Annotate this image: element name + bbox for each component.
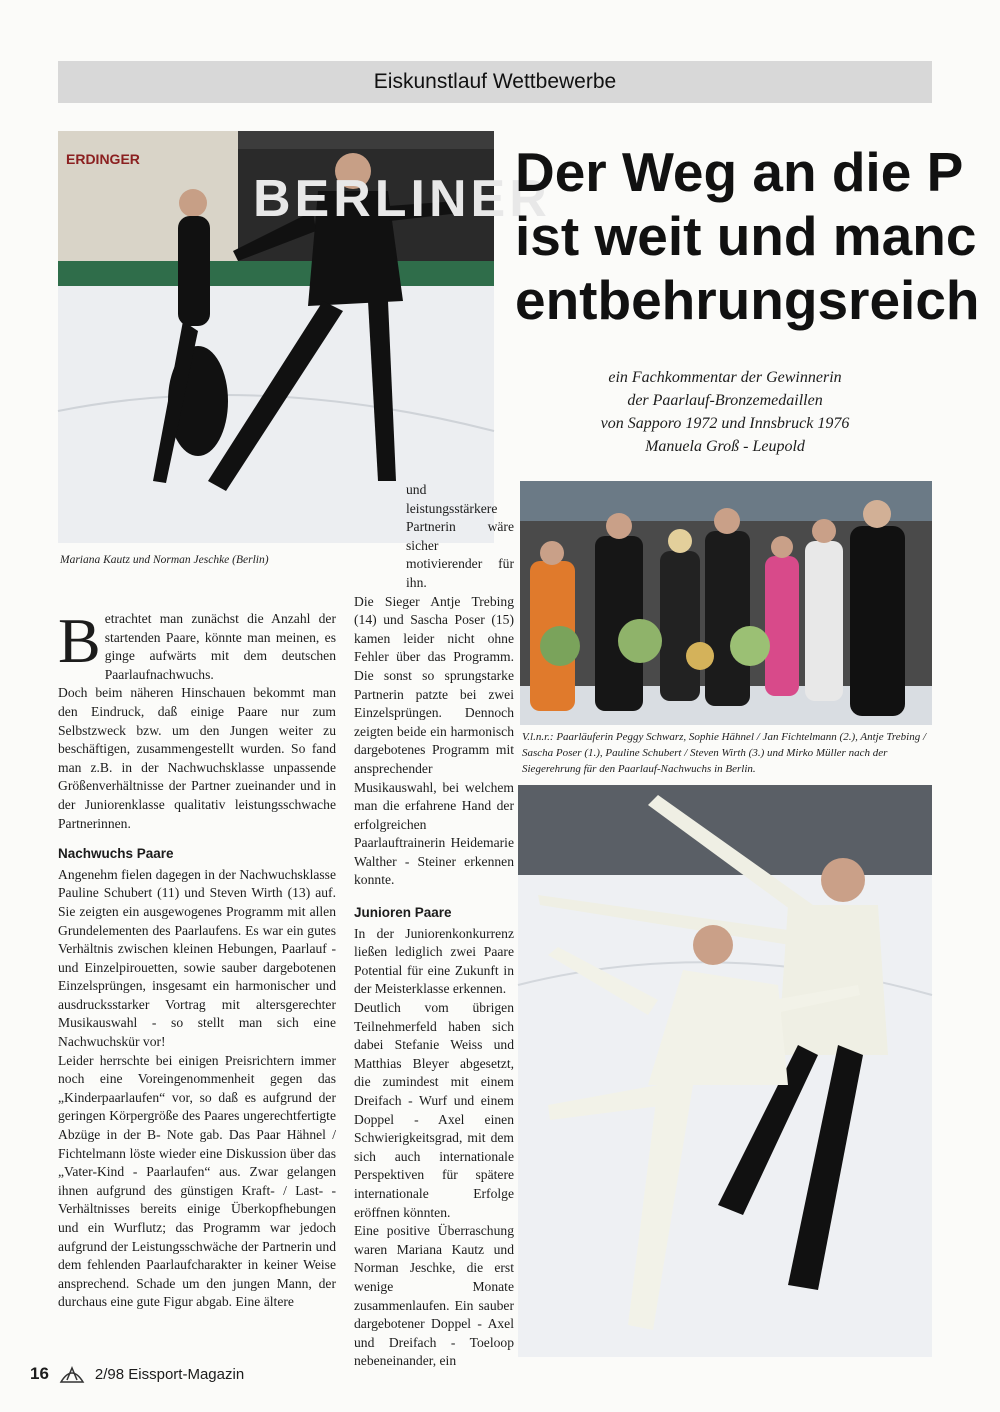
col2-paragraph-5: Eine positive Überraschung waren Mariana Kautz und Norman Jeschke, die erst wenige Monate zusammenlaufen. Ein sauber dargebotener Doppel - Axel und Dreifach - Toeloop nebeneinander, ein [354,1223,514,1369]
banner-erdinger: ERDINGER [66,151,140,167]
col2-paragraph-1: und leistungsstärkere Partnerin wäre sicher motivierender für ihn. [406,482,514,590]
photo-junior-pair-spiral [518,785,932,1357]
subtitle-line-2: der Paarlauf-Bronzemedaillen [627,392,823,409]
issue-label: 2/98 Eissport-Magazin [94,1365,245,1383]
headline [515,140,1000,332]
col2-paragraph-2: Die Sieger Antje Trebing (14) und Sascha Poser (15) kamen leider nicht ohne Fehler über das Programm. Die sonst so sprungstarke Partnerin patzte bei zwei Einzelsprüngen. Dennoch zeigten beide ein harmonisch dargebotenes Programm mit ansprechender Musikauswahl, bei welchem man die erfahrene Hand der erfolgreichen Paarlauftrainerin Heidemarie Walther - Steiner erkennen konnte. [354,593,514,888]
article-column-2 [354,481,514,1371]
section-header [58,61,932,103]
heading-nachwuchs: Nachwuchs Paare [58,846,174,862]
subtitle-line-1: ein Fachkommentar der Gewinnerin [608,369,842,386]
article-column-1 [58,605,336,1312]
intro-text: etrachtet man zunächst die Anzahl der startenden Paare, könnte man meinen, es ginge aufwärts mit dem deutschen Paarlaufnachwuchs. [104,611,336,682]
col2-paragraph-3: In der Juniorenkonkurrenz ließen lediglich zwei Paare Potential für eine Zukunft in der Meisterklasse erkennen. [354,925,514,997]
page-footer [30,1362,244,1386]
col2-paragraph-4: Deutlich vom übrigen Teilnehmerfeld haben sich dabei Stefanie Weiss und Matthias Bleyer abgesetzt, die zumindest mit einem Dreifach - Wurf und einem Doppel - Axel einen Schwierigkeitsgrad, mit dem sich auch internationale Perspektiven für spätere internationale Erfolge eröffnen könnten. [354,1000,514,1220]
paragraph-2: Doch beim näheren Hinschauen bekommt man den Eindruck, daß einige Paare nur zum Selbstzweck bzw. um den Jungen weiter zu beschäftigen, zusammengestellt wurden. So fand man z.B. in der Nachwuchsklasse unpassende Größenverhältnisse der Partner zueinander und in der Juniorenklasse qualitativ leistungsschwache Partnerinnen. [58,685,336,831]
photo-3-illustration [518,785,932,1357]
author: Manuela Groß - Leupold [645,438,805,455]
paragraph-3: Angenehm fielen dagegen in der Nachwuchsklasse Pauline Schubert (11) und Steven Wirth (13) auf. Sie zeigten ein ausgewogenes Programm mit allen Grundelementen des Paarlaufens. Es war ein gutes Verhältnis zwischen kleinen Hebungen, Paarlauf - und Einzelpirouetten, sowie sauber dargebotenen Einzelsprüngen, insgesamt ein harmonischer und ausdrucksstarker Vortrag mit altersgerechter Musikauswahl - so stellt man sich eine Nachwuchskür vor! [58,866,336,1050]
headline-line-2: ist weit und manc [515,205,977,267]
page-number: 16 [30,1364,49,1383]
section-title: Eiskunstlauf Wettbewerbe [373,70,617,93]
headline-line-3: entbehrungsreich [515,269,980,331]
subtitle-line-3: von Sapporo 1972 und Innsbruck 1976 [600,415,850,432]
photo-2-illustration [520,481,932,725]
paragraph-4: Leider herrschte bei einigen Preisrichtern immer noch eine Voreingenommenheit gegen das „Kinderpaarlaufen“ vor, so daß es aufgrund der geringen Körpergröße des Paares ungerechtfertigte Abzüge in der B- Note gab. Das Paar Hähnel / Fichtelmann löste wieder eine Diskussion über das „Vater-Kind - Paarlaufen“ aus. Zwar gelangen ihnen aufgrund des günstigen Kraft- / Last- - Verhältnisses bereits einige Überkopfhebungen und ein Wurflutz; das Programm war jedoch aufgrund der Leistungsschwäche der Partnerin und dem fehlenden Paarlaufcharakter in keiner Weise ansprechend. Schade um den jungen Mann, der durchaus eine gute Figur abgab. Eine ältere [58,1052,336,1310]
dropcap: B [58,605,101,676]
magazine-logo-icon [59,1362,85,1386]
photo-group-medal-ceremony [520,481,932,725]
subtitle [520,366,930,458]
heading-junioren: Junioren Paare [354,905,452,921]
photo-2-caption: V.l.n.r.: Paarläuferin Peggy Schwarz, Sophie Hähnel / Jan Fichtelmann (2.), Antje Trebing / Sascha Poser (1.), Pauline Schubert / Steven Wirth (3.) und Mirko Müller nach der Siegerehrung für den Paarlauf-Nachwuchs in Berlin. [522,731,927,775]
banner-berliner: BERLINER [253,170,551,228]
photo-1-caption: Mariana Kautz und Norman Jeschke (Berlin) [60,554,269,566]
headline-line-1: Der Weg an die P [515,141,964,203]
intro-paragraph [58,605,336,684]
